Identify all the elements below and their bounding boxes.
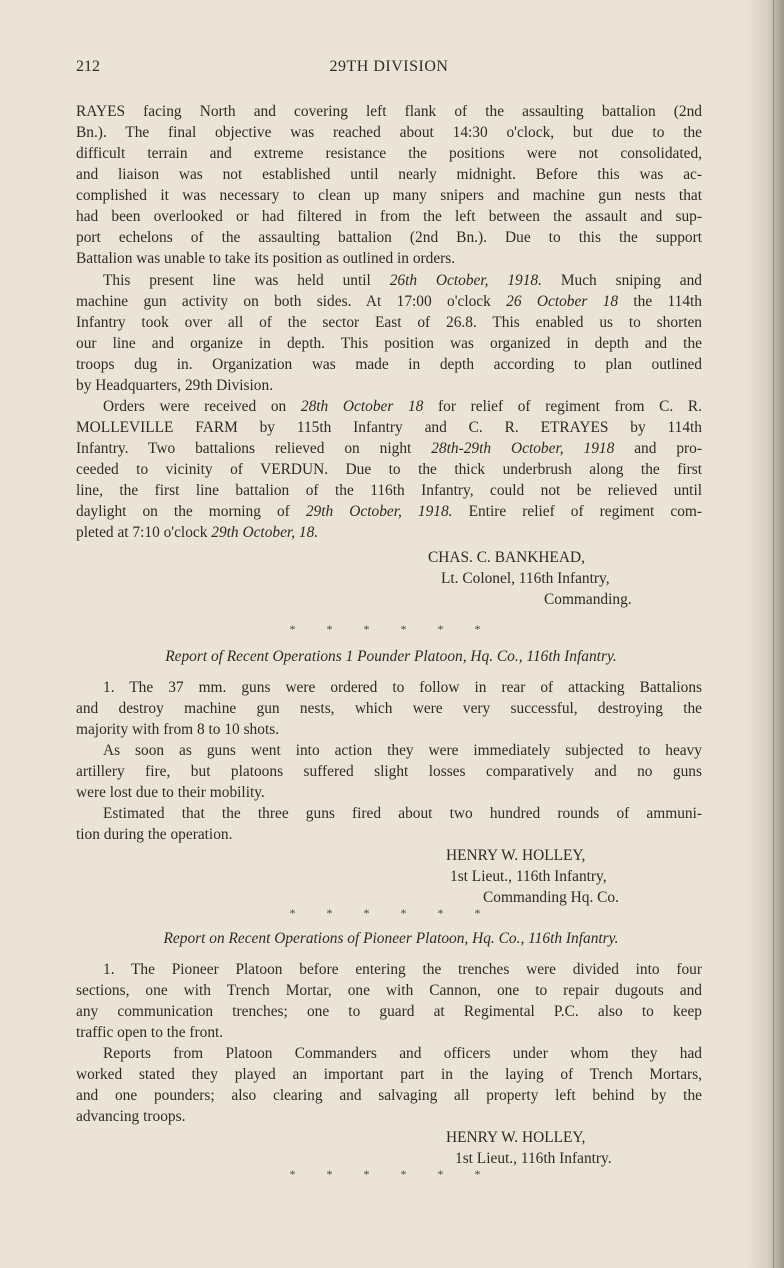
text-line: and one pounders; also clearing and salvaging all property left behind by the — [76, 1087, 702, 1104]
text-line: troops dug in. Organization was made in depth according to plan outlined — [76, 356, 702, 373]
text-line: were lost due to their mobility. — [76, 784, 265, 801]
text-line: and liaison was not established until nearly midnight. Before this was ac- — [76, 166, 702, 183]
text-line: MOLLEVILLE FARM by 115th Infantry and C. R. ETRAYES by 114th — [76, 419, 702, 436]
signature-name: CHAS. C. BANKHEAD, — [428, 549, 585, 566]
signature-role: Commanding. — [544, 591, 632, 608]
signature-rank: 1st Lieut., 116th Infantry, — [450, 868, 607, 885]
text-line: had been overlooked or had filtered in from the left between the assault and sup- — [76, 208, 702, 225]
text-line: worked stated they played an important part in the laying of Trench Mortars, — [76, 1066, 702, 1083]
text-line: Infantry. Two battalions relieved on night 28th-29th October, 1918 and pro- — [76, 440, 702, 457]
text-line: As soon as guns went into action they were immediately subjected to heavy — [103, 742, 702, 759]
signature-rank: Lt. Colonel, 116th Infantry, — [441, 570, 610, 587]
text-line: machine gun activity on both sides. At 17:00 o'clock 26 October 18 the 114th — [76, 293, 703, 310]
text-line: Reports from Platoon Commanders and officers under whom they had — [103, 1045, 702, 1062]
text-line: difficult terrain and extreme resistance the positions were not consolidated, — [76, 145, 702, 162]
signature-rank: 1st Lieut., 116th Infantry. — [455, 1150, 612, 1167]
signature-role: Commanding Hq. Co. — [483, 889, 619, 906]
section-divider: * * * * * * — [289, 906, 495, 920]
text-line: advancing troops. — [76, 1108, 186, 1125]
text-line: any communication trenches; one to guard at Regimental P.C. also to keep — [76, 1003, 702, 1020]
text-line: 1. The 37 mm. guns were ordered to follow in rear of attacking Battalions — [103, 679, 702, 696]
text-line: Orders were received on 28th October 18 for relief of regiment from C. R. — [103, 398, 702, 415]
text-line: ceeded to vicinity of VERDUN. Due to the thick underbrush along the first — [76, 461, 702, 478]
text-line: sections, one with Trench Mortar, one with Cannon, one to repair dugouts and — [76, 982, 702, 999]
signature-name: HENRY W. HOLLEY, — [446, 847, 586, 864]
text-line: majority with from 8 to 10 shots. — [76, 721, 280, 738]
report-heading: Report of Recent Operations 1 Pounder Platoon, Hq. Co., 116th Infantry. — [165, 648, 617, 665]
text-line: complished it was necessary to clean up many snipers and machine gun nests that — [76, 187, 702, 204]
text-line: pleted at 7:10 o'clock 29th October, 18. — [76, 524, 319, 541]
text-line: daylight on the morning of 29th October, 1918. Entire relief of regiment com- — [76, 503, 702, 520]
text-line: our line and organize in depth. This position was organized in depth and the — [76, 335, 702, 352]
text-line: tion during the operation. — [76, 826, 233, 843]
text-line: port echelons of the assaulting battalion (2nd Bn.). Due to this the support — [76, 229, 702, 246]
text-line: traffic open to the front. — [76, 1024, 224, 1041]
text-line: 1. The Pioneer Platoon before entering the trenches were divided into four — [103, 961, 702, 978]
signature-name: HENRY W. HOLLEY, — [446, 1129, 586, 1146]
text-line: Battalion was unable to take its position as outlined in orders. — [76, 250, 456, 267]
text-line: by Headquarters, 29th Division. — [76, 377, 274, 394]
text-line: RAYES facing North and covering left flank of the assaulting battalion (2nd — [76, 103, 702, 120]
text-line: Estimated that the three guns fired about two hundred rounds of ammuni- — [103, 805, 702, 822]
running-head: 29TH DIVISION — [329, 58, 449, 75]
section-divider: * * * * * * — [289, 1167, 495, 1181]
section-divider: * * * * * * — [289, 622, 495, 636]
page-header — [76, 58, 702, 80]
text-line: artillery fire, but platoons suffered slight losses comparatively and no guns — [76, 763, 702, 780]
text-line: Infantry took over all of the sector East of 26.8. This enabled us to shorten — [76, 314, 702, 331]
page-number: 212 — [76, 58, 100, 75]
text-line: and destroy machine gun nests, which were very successful, destroying the — [76, 700, 702, 717]
report-heading: Report on Recent Operations of Pioneer Platoon, Hq. Co., 116th Infantry. — [163, 930, 619, 947]
text-line: This present line was held until 26th October, 1918. Much sniping and — [103, 272, 702, 289]
text-line: line, the first line battalion of the 116th Infantry, could not be relieved until — [76, 482, 702, 499]
text-line: Bn.). The final objective was reached about 14:30 o'clock, but due to the — [76, 124, 702, 141]
